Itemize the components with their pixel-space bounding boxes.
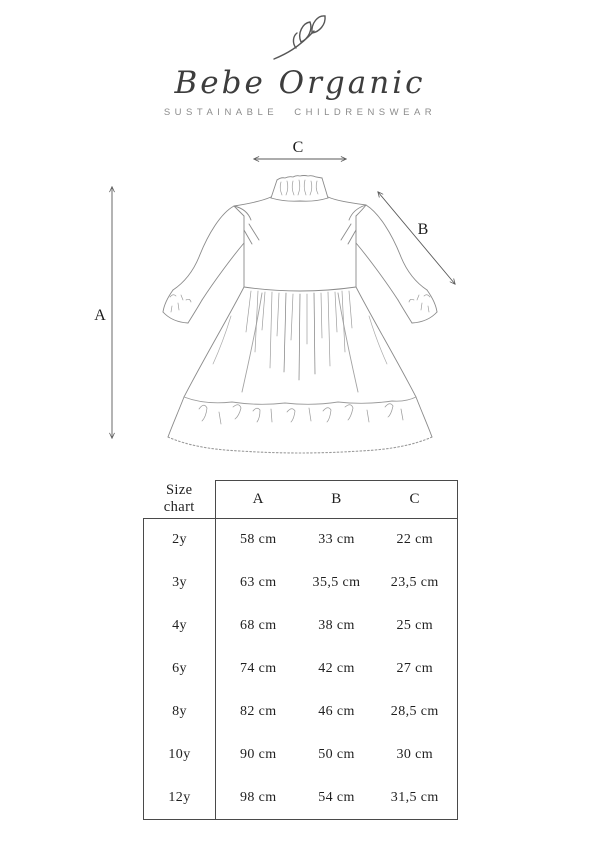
cell-size: 4y bbox=[144, 605, 216, 648]
column-header-b: B bbox=[301, 481, 373, 519]
skirt-gather-lines bbox=[246, 291, 352, 380]
ruffle-tier-marks bbox=[199, 404, 403, 424]
cell-b: 38 cm bbox=[318, 618, 355, 633]
table-title-line1: Size bbox=[165, 482, 193, 499]
table-row bbox=[144, 777, 458, 820]
cell-c: 25 cm bbox=[373, 605, 458, 648]
size-table bbox=[143, 480, 458, 820]
cell-a: 68 cm bbox=[239, 618, 277, 633]
cell-size: 3y bbox=[144, 562, 216, 605]
table-row bbox=[144, 648, 458, 691]
cell-b: 50 cm bbox=[318, 747, 355, 762]
cell-b: 35,5 cm bbox=[312, 575, 361, 590]
cell-a: 58 cm bbox=[239, 532, 277, 548]
measure-label-c: C bbox=[292, 139, 304, 156]
cell-a: 63 cm bbox=[239, 575, 277, 590]
cell-a: 98 cm bbox=[216, 777, 301, 820]
cell-size: 2y bbox=[144, 519, 216, 562]
cell-size: 6y bbox=[144, 648, 216, 691]
column-header-c: C bbox=[373, 481, 458, 519]
cell-b: 33 cm bbox=[318, 532, 355, 548]
cell-size: 12y bbox=[144, 777, 216, 820]
table-header-row bbox=[144, 481, 458, 519]
cell-c: 31,5 cm bbox=[373, 777, 458, 820]
cell-c: 28,5 cm bbox=[373, 691, 458, 734]
cell-c: 23,5 cm bbox=[373, 562, 458, 605]
brand-logo bbox=[0, 12, 600, 118]
table-row bbox=[144, 519, 458, 562]
cell-a: 90 cm bbox=[239, 747, 277, 762]
cell-b: 42 cm bbox=[318, 661, 355, 676]
table-row bbox=[144, 562, 458, 605]
cell-c: 27 cm bbox=[373, 648, 458, 691]
cell-a: 82 cm bbox=[239, 704, 277, 719]
measure-label-a: A bbox=[94, 307, 106, 324]
table-row bbox=[144, 605, 458, 648]
leaf-sprig-icon bbox=[268, 12, 332, 64]
column-header-a: A bbox=[216, 481, 301, 519]
table-title-line2: chart bbox=[163, 499, 195, 516]
table-row bbox=[144, 734, 458, 777]
brand-name: Bebe Organic bbox=[174, 65, 426, 101]
cell-size: 8y bbox=[144, 691, 216, 734]
cell-size: 10y bbox=[144, 734, 216, 777]
dress-measurement-diagram bbox=[0, 130, 600, 465]
cell-c: 30 cm bbox=[373, 734, 458, 777]
brand-tagline: SUSTAINABLE CHILDRENSWEAR bbox=[163, 107, 437, 118]
table-row bbox=[144, 691, 458, 734]
cell-b: 46 cm bbox=[318, 704, 355, 719]
cell-c: 22 cm bbox=[373, 519, 458, 562]
measure-label-b: B bbox=[417, 221, 429, 238]
cell-b: 54 cm bbox=[301, 777, 373, 820]
table-title bbox=[144, 481, 216, 519]
measure-arrow-b bbox=[378, 192, 455, 284]
cell-a: 74 cm bbox=[239, 661, 277, 676]
